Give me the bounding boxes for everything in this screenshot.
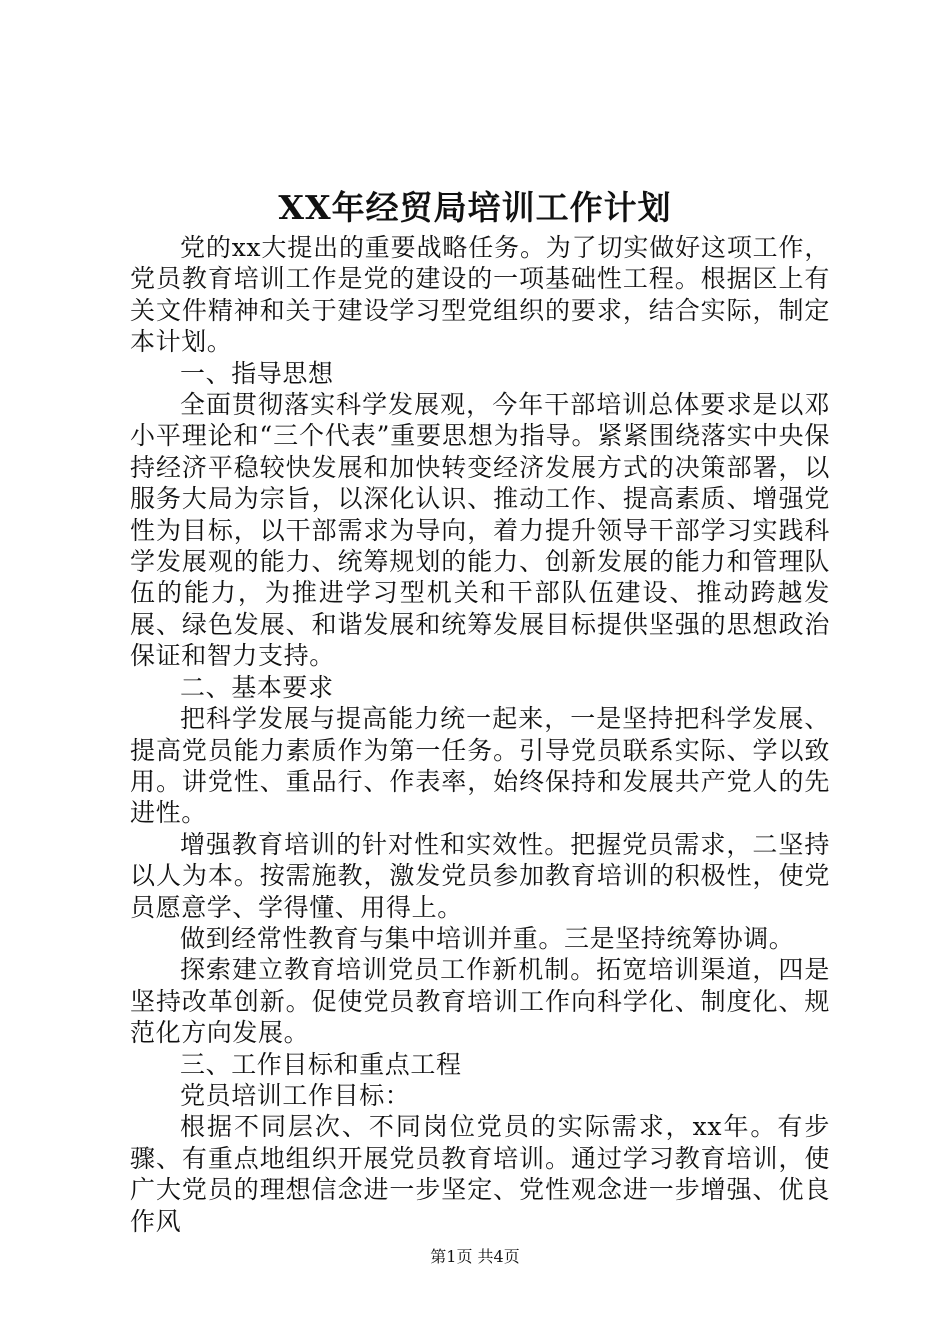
section-heading-guiding-ideology: 一、指导思想 [180,358,334,388]
document-body [130,232,830,1237]
paragraph-guiding-ideology: 全面贯彻落实科学发展观，今年干部培训总体要求是以邓小平理论和“三个代表”重要思想为指导。紧紧围绕落实中央保持经济平稳较快发展和加快转变经济发展方式的决策部署，以服务大局为宗旨，以深化认识、推动工作、提高素质、增强党性为目标，以干部需求为导向，着力提升领导干部学习实践科学发展观的能力、统筹规划的能力、创新发展的能力和管理队伍的能力，为推进学习型机关和干部队伍建设、推动跨越发展、绿色发展、和谐发展和统筹发展目标提供坚强的思想政治保证和智力支持。 [130,390,830,671]
section-heading-goals: 三、工作目标和重点工程 [180,1049,462,1079]
paragraph-training-goals: 根据不同层次、不同岗位党员的实际需求，xx年。有步骤、有重点地组织开展党员教育培训。通过学习教育培训，使广大党员的理想信念进一步坚定、党性观念进一步增强、优良作风 [130,1112,830,1236]
section-heading-basic-requirements: 二、基本要求 [180,672,334,702]
paragraph-requirement-two: 增强教育培训的针对性和实效性。把握党员需求，二坚持以人为本。按需施教，激发党员参加教育培训的积极性，使党员愿意学、学得懂、用得上。 [130,829,830,922]
paragraph-requirement-one: 把科学发展与提高能力统一起来，一是坚持把科学发展、提高党员能力素质作为第一任务。引导党员联系实际、学以致用。讲党性、重品行、作表率，始终保持和发展共产党人的先进性。 [130,704,830,828]
page-footer: 第1页 共4页 [430,1247,520,1266]
paragraph-intro: 党的xx大提出的重要战略任务。为了切实做好这项工作，党员教育培训工作是党的建设的一项基础性工程。根据区上有关文件精神和关于建设学习型党组织的要求，结合实际，制定本计划。 [130,233,830,357]
paragraph-requirement-three: 做到经常性教育与集中培训并重。三是坚持统筹协调。 [180,923,795,953]
paragraph-requirement-four: 探索建立教育培训党员工作新机制。拓宽培训渠道，四是坚持改革创新。促使党员教育培训工作向科学化、制度化、规范化方向发展。 [130,955,830,1048]
document-title: XX年经贸局培训工作计划 [278,188,672,227]
subheading-training-goals: 党员培训工作目标： [180,1080,411,1110]
